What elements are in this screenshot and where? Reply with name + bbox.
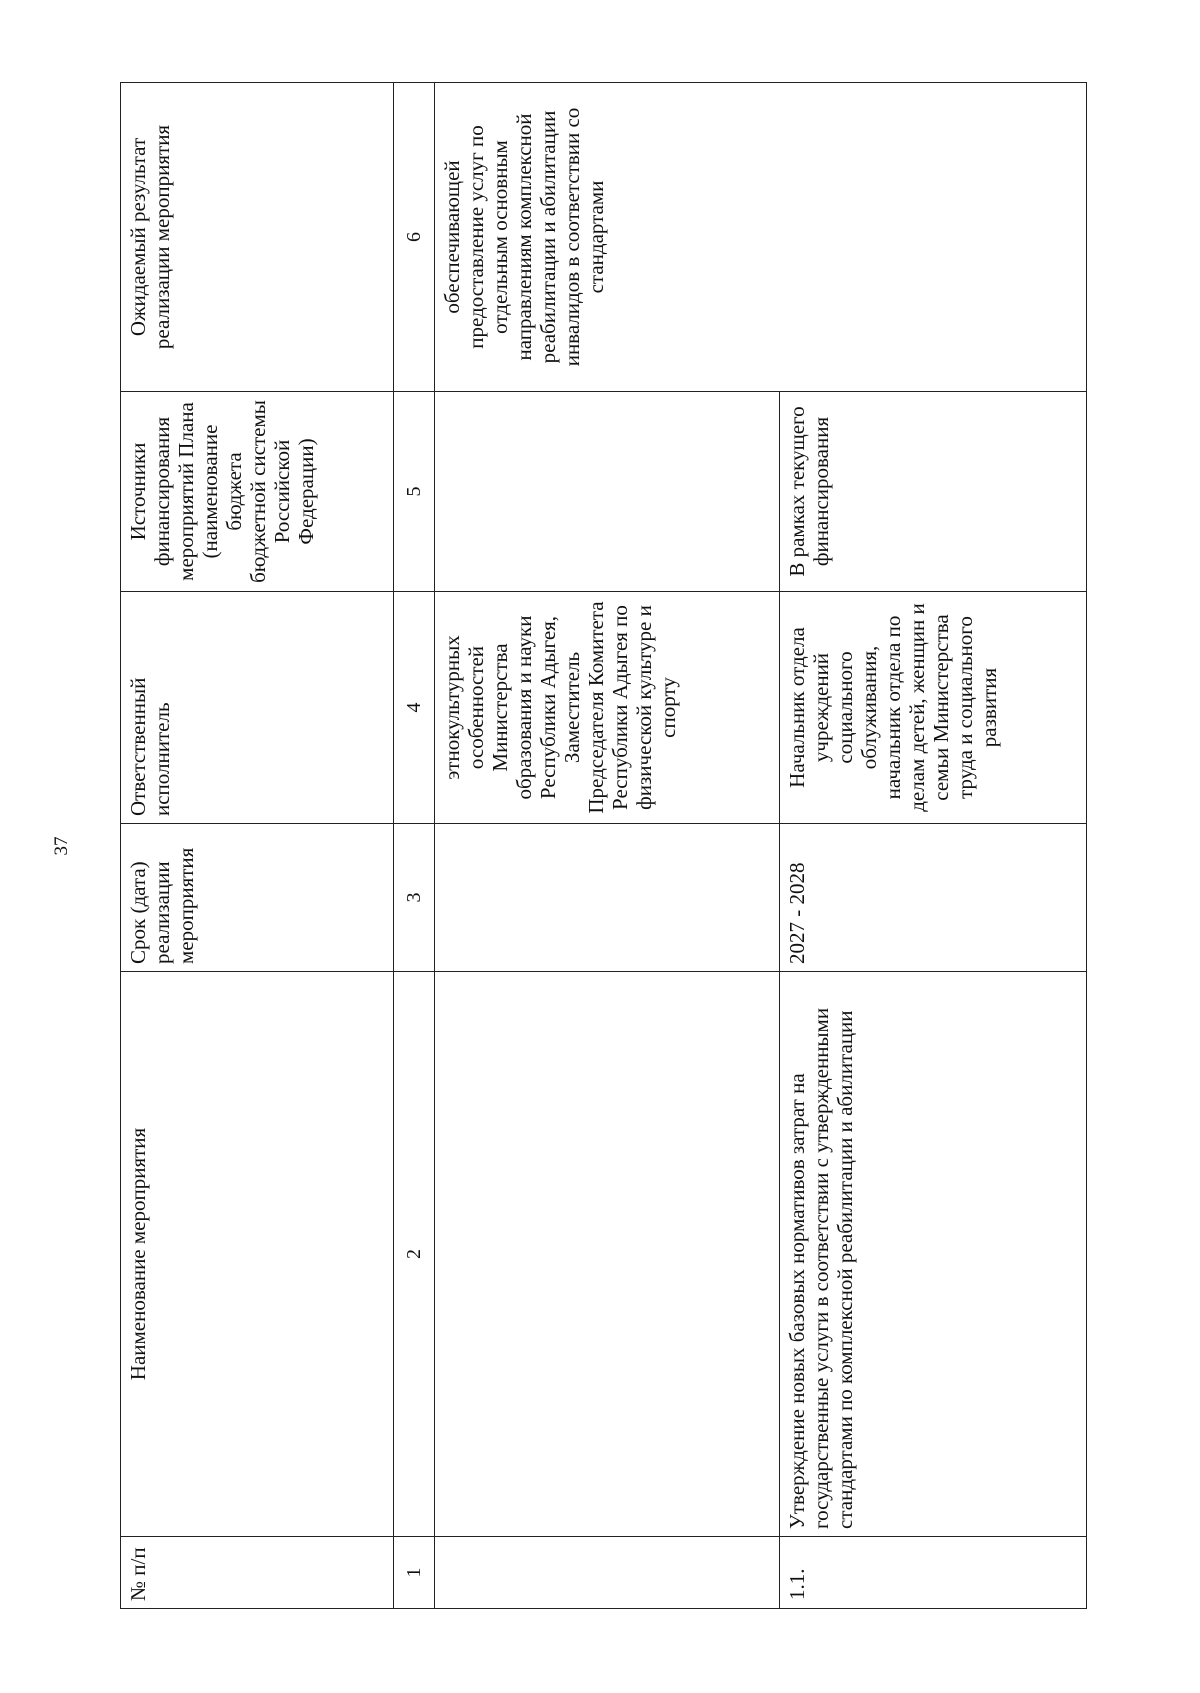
column-number: 6 [394, 83, 435, 392]
continuation-row [435, 83, 780, 1609]
row-number: 1.1. [780, 1537, 1087, 1609]
header-term: Срок (дата) реализации мероприятия [121, 824, 394, 972]
header-result: Ожидаемый результат реализации мероприятия [121, 83, 394, 392]
column-number: 5 [394, 392, 435, 592]
column-number: 2 [394, 972, 435, 1537]
continuation-result: обеспечивающей предоставление услуг по отдельным основным направлениям комплексной реабилитации и абилитации инвалидов в соответствии со стандартами [435, 83, 1087, 392]
header-number: № п/п [121, 1537, 394, 1609]
empty-cell [435, 392, 780, 592]
column-number: 1 [394, 1537, 435, 1609]
continuation-executor: этнокультурных особенностей Министерства образования и науки Республики Адыгея, Заместитель Председателя Комитета Республики Адыгея по физической культуре и спорту [435, 592, 780, 824]
column-number: 4 [394, 592, 435, 824]
header-funding: Источники финансирования мероприятий Плана (наименование бюджета бюджетной системы Российской Федерации) [121, 392, 394, 592]
header-name: Наименование мероприятия [121, 972, 394, 1537]
column-number-row [394, 83, 435, 1609]
row-executor: Начальник отдела учреждений социального облуживания, начальник отдела по делам детей, женщин и семьи Министерства труда и социального развития [780, 592, 1087, 824]
measures-table [120, 82, 1087, 1609]
row-term: 2027 - 2028 [780, 824, 1087, 972]
empty-cell [435, 1537, 780, 1609]
row-name: Утверждение новых базовых нормативов затрат на государственные услуги в соответствии с утвержденными стандартами по комплексной реабилитации и абилитации [780, 972, 1087, 1537]
column-number: 3 [394, 824, 435, 972]
header-executor: Ответственный исполнитель [121, 592, 394, 824]
row-funding: В рамках текущего финансирования [780, 392, 1087, 592]
header-row [121, 83, 394, 1609]
page-number: 37 [51, 836, 72, 856]
empty-cell [435, 824, 780, 972]
empty-cell [435, 972, 780, 1537]
rotated-table-container [120, 83, 1087, 1609]
